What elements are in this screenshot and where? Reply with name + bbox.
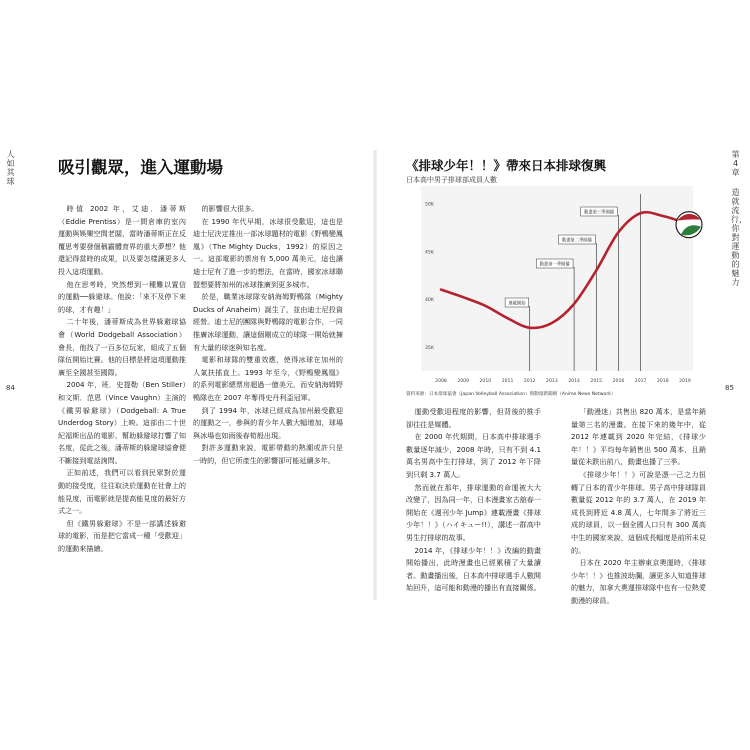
x-tick-label: 2016 (612, 379, 625, 384)
body-paragraph: 2004 年，班．史提勒（Ben Stiller）和文斯．范恩（Vince Vaughn）主演的《鐵男躲避球》（Dodgeball: A True Underdog Story）上映。這部由二十世紀福斯出品的電影，幫助躲避球打響了知名度，從此之後，潘蒂斯的躲避球協會便不斷接到電話詢問。 (58, 380, 186, 465)
x-tick-label: 2013 (546, 379, 558, 384)
body-paragraph: 他在思考時，突然想到一種難以置信的運動──躲避球。他說：「來不及停下來的球，才有趣！」 (58, 279, 186, 314)
body-paragraph: 然而就在那年，排球運動的命運被大大改變了，因為同一年，日本漫畫家古舘春一開始在《週刊少年 Jump》連載漫畫《排球少年！！》（ハイキュー!!），講述一群高中男生打排球的故事。 (406, 482, 541, 542)
body-paragraph: 但《鐵男躲避球》不是一部講述躲避球的電影，而是把它當成一種「受歡迎」的運動來描繪。 (58, 518, 186, 554)
line-chart (403, 186, 703, 388)
x-tick-label: 2011 (501, 379, 514, 384)
annotation-label: 動畫第一季開播 (539, 262, 570, 268)
x-tick-label: 2010 (479, 379, 492, 384)
body-paragraph: 在 2000 年代期間，日本高中排球選手數量逐年減少，2008 年時，只有不到 4.1 萬名男高中生打排球，到了 2012 年下降到只剩 3.7 萬人。 (406, 432, 541, 479)
chart-source: 資料來源：日本排球協會（Japan Volleyball Association）與動漫新聞網（Anime News Network） (406, 392, 616, 397)
body-paragraph: 在 1990 年代早期，冰球很受歡迎，這也是迪士尼決定推出一部冰球題材的電影《野鴨變鳳凰》（The Mighty Ducks，1992）的原因之一。這部電影的票房有 5,000 萬美元，這也讓迪士尼有了進一步的想法，在當時，國家冰球聯盟想要將加州的冰球推廣到更多城市。 (193, 216, 343, 289)
body-paragraph: 時值 2002 年，艾迪．潘蒂斯（Eddie Prentiss）是一間倉庫的室內運動與娛樂空間老闆，當時潘蒂斯正在反覆思考要發個稱霸體育界的重大夢想？他還記得當時的成果，以及要怎樣讓更多人投入這項運動。 (58, 204, 186, 276)
running-title: 造就流行，你對運動的魅力 (731, 188, 747, 287)
x-tick-label: 2017 (634, 379, 647, 384)
x-tick-label: 2009 (457, 379, 470, 384)
body-paragraph: 日本在 2020 年主辦東京奧運時，《排球少年！！》也推波助瀾，讓更多人知道排球的魅力，加拿大奧運排球隊中也有一位熱愛動漫的球員。 (571, 558, 706, 605)
annotation-label: 連載開始 (508, 301, 526, 307)
volleyball-icon (676, 212, 702, 238)
body-paragraph: 對許多運動來說，電影帶動的熱潮或許只是一時的，但它所產生的影響卻可能延續多年。 (193, 443, 343, 465)
body-column (571, 406, 706, 605)
y-tick-label: 50K (425, 202, 434, 208)
x-tick-label: 2014 (568, 379, 580, 384)
body-paragraph: 「動漫迷」共售出 820 萬本，是當年銷量第三名的漫畫。在接下來的幾年中，從 2012 年連載到 2020 年完結，《排球少年！！》平均每年銷售出 500 萬本，且銷量從未跌出前八，動畫也播了三季。 (571, 407, 706, 467)
annotation-label: 動畫第二季開播 (561, 238, 592, 244)
section-heading: 吸引觀眾，進入運動場 (58, 158, 223, 177)
body-paragraph: 於是，職業冰球隊安納海姆野鴨隊（Mighty Ducks of Anaheim）誕生了，並由迪士尼投資經營。迪士尼的團隊與野鴨隊的電影合作，一同推廣冰球運動，讓這個剛成立的球隊一開始就擁有大量的球迷與知名度。 (193, 292, 343, 352)
y-tick-label: 45K (425, 250, 434, 256)
y-tick-label: 35K (425, 345, 434, 351)
chart-subtitle: 日本高中男子排球部成員人數 (406, 176, 497, 184)
body-paragraph: 正如前述，我們可以看到民眾對於運動的接受度，往往取決於運動在社會上的能見度，而電影就是提高能見度的最好方式之一。 (58, 468, 186, 516)
x-tick-label: 2015 (590, 379, 603, 384)
x-tick-label: 2018 (656, 379, 669, 384)
body-column (58, 203, 186, 593)
body-column (193, 203, 343, 593)
right-page (375, 0, 750, 750)
body-paragraph: 《排球少年！！》可說是憑一己之力扭轉了日本的青少年排球。男子高中排球隊員數量從 2012 年的 3.7 萬人，在 2019 年成長到將近 4.8 萬人，七年間多了將近三成的球員，以一個全國人口只有 300 萬高中生的國家來說，這個成長幅度是前所未見的。 (571, 469, 706, 555)
body-paragraph: 到了 1994 年，冰球已經成為加州最受歡迎的運動之一，參與的青少年人數大幅增加，球場與冰場也如雨後春筍般出現。 (193, 405, 343, 440)
y-tick-label: 40K (425, 298, 434, 304)
body-paragraph: 的影響很大很多。 (201, 204, 259, 213)
x-tick-label: 2008 (435, 379, 447, 384)
page-number: 84 (6, 384, 15, 392)
page-number: 85 (725, 384, 734, 392)
chart-title: 《排球少年！！》帶來日本排球復興 (406, 158, 607, 173)
body-paragraph: 2014 年，《排球少年！！》改編的動畫開始播出，此時漫畫也已經累積了大量讀者。動畫播出後，日本高中排球選手人數開始回升，這可能和動漫的播出有直接關係。 (406, 545, 541, 593)
annotation-label: 動畫第三季開播 (584, 210, 615, 216)
body-column (406, 406, 541, 593)
x-tick-label: 2019 (679, 379, 691, 384)
body-paragraph: 二十年後，潘蒂斯成為世界躲避球協會（World Dodgeball Association）會長，他找了一百多位玩家，組成了五個隊伍開始比賽。他的目標是將這項運動推廣至全國甚至國際。 (58, 317, 186, 377)
body-paragraph: 電影和球隊的雙重效應，使得冰球在加州的人氣扶搖直上。1993 年至今，《野鴨變鳳凰》的系列電影總票房超過一億美元，而安納海姆野鴨隊也在 2007 年奪得史丹利盃冠軍。 (193, 355, 343, 402)
body-paragraph: 運動受歡迎程度的影響，但背後的推手卻往往是媒體。 (406, 407, 541, 429)
running-title: 人如其球 (6, 150, 15, 186)
x-tick-label: 2012 (523, 379, 536, 384)
chapter-label: 第4章 (731, 150, 740, 177)
